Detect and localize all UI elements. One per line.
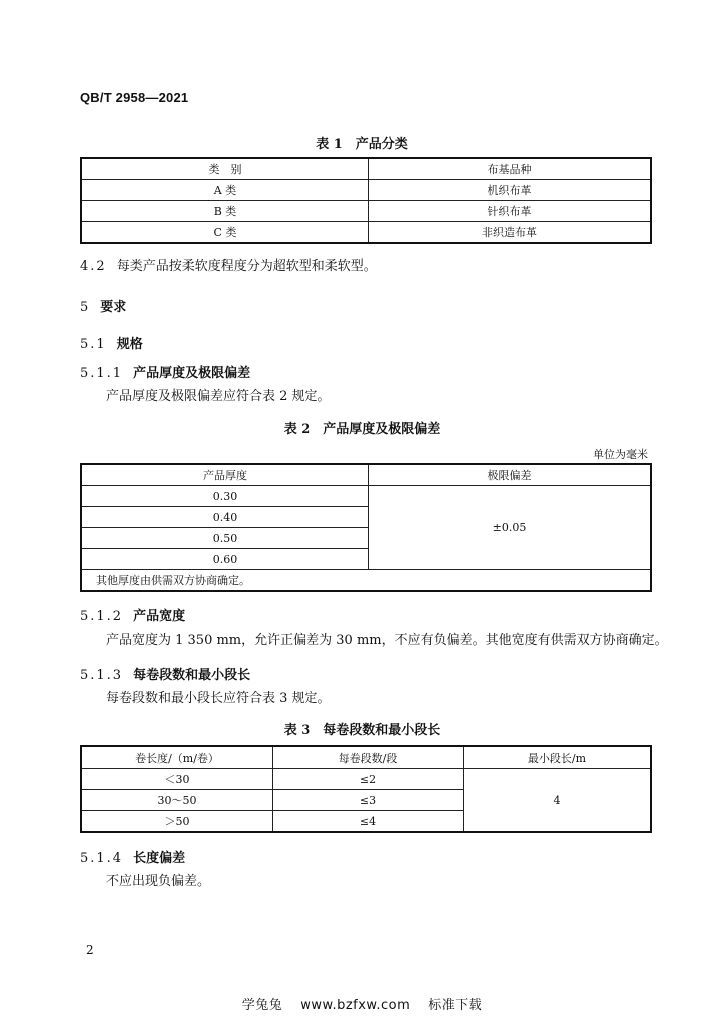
section-number: 5.1.4 xyxy=(80,851,124,866)
section-5-1-heading xyxy=(80,333,143,352)
table-cell: 0.60 xyxy=(81,549,369,570)
table-cell: C 类 xyxy=(81,222,369,244)
table-1-caption: 表 1 产品分类 xyxy=(316,137,408,152)
section-number: 5.1.2 xyxy=(80,609,124,624)
table-cell: ＞50 xyxy=(81,811,273,833)
table-header-cell: 每卷段数/段 xyxy=(273,746,464,769)
table-row xyxy=(81,746,651,769)
table-cell: 0.40 xyxy=(81,507,369,528)
section-5-1-2-heading xyxy=(80,605,185,624)
table-row xyxy=(81,486,651,507)
section-number: 5.1.1 xyxy=(80,366,124,381)
section-title: 产品厚度及极限偏差 xyxy=(133,366,251,381)
section-title: 要求 xyxy=(100,300,127,315)
table-3-caption: 表 3 每卷段数和最小段长 xyxy=(283,723,441,738)
table-cell: ≤2 xyxy=(273,769,464,790)
table-2 xyxy=(80,463,652,592)
section-5-1-1-text: 产品厚度及极限偏差应符合表 2 规定。 xyxy=(106,389,331,404)
table-cell: B 类 xyxy=(81,201,369,222)
table-3 xyxy=(80,745,652,833)
table-cell: 0.30 xyxy=(81,486,369,507)
table-cell: ≤3 xyxy=(273,790,464,811)
table-row xyxy=(81,180,651,201)
section-title: 长度偏差 xyxy=(133,851,186,866)
table-1 xyxy=(80,157,652,244)
table-2-caption: 表 2 产品厚度及极限偏差 xyxy=(283,422,441,437)
section-5-1-4-heading xyxy=(80,847,185,866)
table-cell: ＜30 xyxy=(81,769,273,790)
table-2-unit-note: 单位为毫米 xyxy=(593,448,648,461)
footer-watermark xyxy=(0,994,724,1013)
section-number: 5 xyxy=(80,300,91,315)
table-header-cell: 产品厚度 xyxy=(81,464,369,486)
table-row xyxy=(81,769,651,790)
table-header-cell: 布基品种 xyxy=(369,158,652,180)
table-cell: 针织布革 xyxy=(369,201,652,222)
table-row xyxy=(81,464,651,486)
page-number: 2 xyxy=(86,943,94,957)
section-title: 每卷段数和最小段长 xyxy=(133,668,251,683)
section-number: 5.1.3 xyxy=(80,668,124,683)
table-cell: ±0.05 xyxy=(369,486,652,570)
table-cell: 0.50 xyxy=(81,528,369,549)
table-cell: ≤4 xyxy=(273,811,464,833)
footer-site-name: 学兔兔 xyxy=(241,998,283,1013)
table-header-cell: 最小段长/m xyxy=(464,746,652,769)
table-cell: 机织布革 xyxy=(369,180,652,201)
table-cell: 30～50 xyxy=(81,790,273,811)
section-5-heading xyxy=(80,296,126,315)
table-header-cell: 极限偏差 xyxy=(369,464,652,486)
standard-code: QB/T 2958—2021 xyxy=(80,90,189,105)
table-row xyxy=(81,222,651,244)
table-cell: 非织造布革 xyxy=(369,222,652,244)
clause-number: 4.2 xyxy=(80,259,107,274)
section-title: 产品宽度 xyxy=(133,609,186,624)
section-title: 规格 xyxy=(116,337,143,352)
table-header-cell: 卷长度/（m/卷） xyxy=(81,746,273,769)
table-row xyxy=(81,201,651,222)
section-5-1-3-heading xyxy=(80,664,250,683)
section-5-1-2-text: 产品宽度为 1 350 mm，允许正偏差为 30 mm，不应有负偏差。其他宽度有供需双方协商确定。 xyxy=(106,633,668,648)
table-row xyxy=(81,570,651,592)
section-5-1-4-text: 不应出现负偏差。 xyxy=(106,874,211,889)
table-row xyxy=(81,158,651,180)
clause-4-2 xyxy=(80,258,377,276)
section-number: 5.1 xyxy=(80,337,107,352)
table-cell: 4 xyxy=(464,769,652,833)
table-footnote: 其他厚度由供需双方协商确定。 xyxy=(81,570,651,592)
clause-text: 每类产品按柔软度程度分为超软型和柔软型。 xyxy=(116,259,377,274)
footer-url[interactable]: www.bzfxw.com xyxy=(300,998,411,1013)
table-cell: A 类 xyxy=(81,180,369,201)
section-5-1-3-text: 每卷段数和最小段长应符合表 3 规定。 xyxy=(106,691,331,706)
section-5-1-1-heading xyxy=(80,362,250,381)
footer-slogan: 标准下载 xyxy=(428,998,483,1013)
table-header-cell: 类 别 xyxy=(81,158,369,180)
